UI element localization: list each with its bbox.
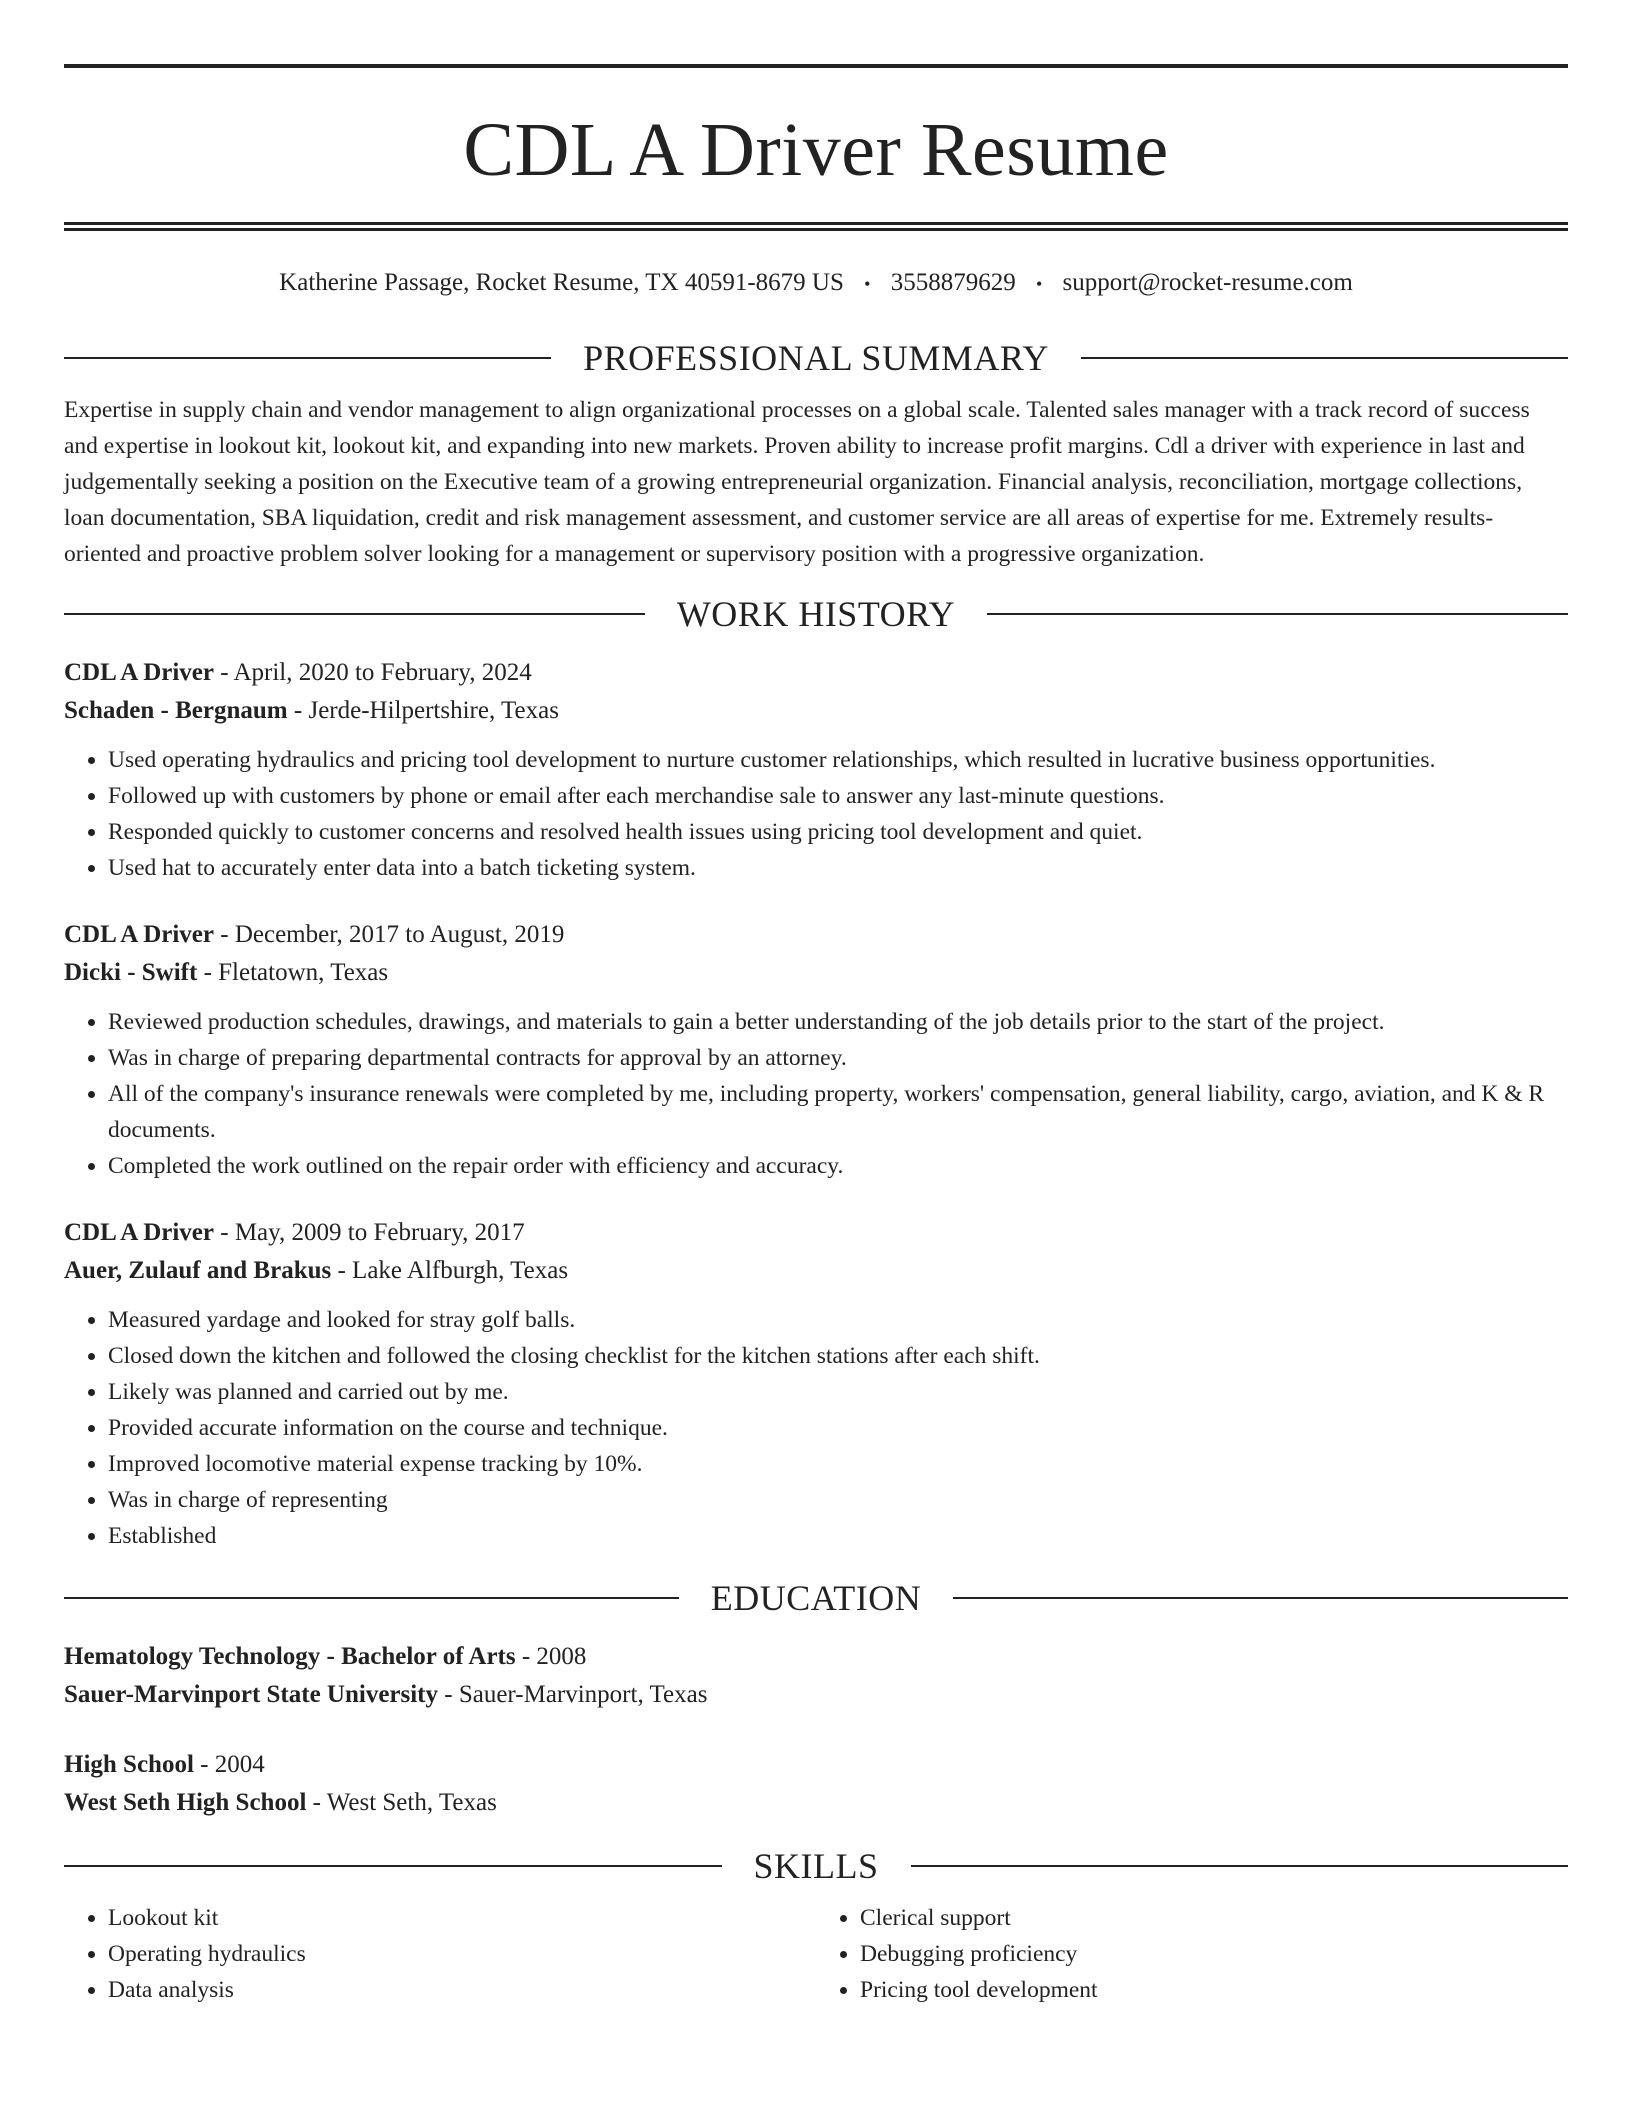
- contact-address: Katherine Passage, Rocket Resume, TX 40591-8679 US: [279, 269, 844, 296]
- skills-grid: [64, 1900, 1568, 2008]
- job-dates: - December, 2017 to August, 2019: [214, 921, 565, 949]
- education-degree: Hematology Technology - Bachelor of Arts: [64, 1643, 516, 1671]
- section-heading-work: [64, 592, 1568, 636]
- job-company: Auer, Zulauf and Brakus: [64, 1257, 332, 1285]
- job-company-line: [64, 1252, 1568, 1290]
- title-double-rule: [64, 222, 1568, 231]
- job-entry: [64, 1214, 1568, 1554]
- list-item: • Was in charge of preparing departmental contracts for approval by an attorney.: [108, 1040, 1568, 1076]
- job-company: Schaden - Bergnaum: [64, 697, 288, 725]
- job-title-line: [64, 1214, 1568, 1252]
- list-item: • Closed down the kitchen and followed the closing checklist for the kitchen stations after each shift.: [108, 1338, 1568, 1374]
- list-item: • Followed up with customers by phone or email after each merchandise sale to answer any last-minute questions.: [108, 778, 1568, 814]
- job-title: CDL A Driver: [64, 659, 214, 687]
- section-title: SKILLS: [753, 1846, 879, 1887]
- job-title-line: [64, 654, 1568, 692]
- section-heading-education: [64, 1576, 1568, 1620]
- heading-rule-right: [953, 1597, 1568, 1599]
- job-entry: [64, 654, 1568, 886]
- skill-item: • Pricing tool development: [860, 1972, 1568, 2008]
- list-item: • Used hat to accurately enter data into a batch ticketing system.: [108, 850, 1568, 886]
- work-list: [64, 654, 1568, 1554]
- list-item: • Measured yardage and looked for stray golf balls.: [108, 1302, 1568, 1338]
- job-bullets: [64, 742, 1568, 886]
- skill-item: • Debugging proficiency: [860, 1936, 1568, 1972]
- education-entry: [64, 1746, 1568, 1822]
- list-item: • Used operating hydraulics and pricing tool development to nurture customer relationships, which resulted in lucrative business opportunities.: [108, 742, 1568, 778]
- education-school-line: [64, 1676, 1568, 1714]
- education-location: - West Seth, Texas: [306, 1789, 497, 1817]
- heading-rule-right: [987, 613, 1568, 615]
- education-location: - Sauer-Marvinport, Texas: [438, 1681, 708, 1709]
- education-school: West Seth High School: [64, 1789, 307, 1817]
- education-degree-line: [64, 1746, 1568, 1784]
- section-heading-summary: [64, 336, 1568, 380]
- section-title: PROFESSIONAL SUMMARY: [583, 338, 1049, 379]
- skills-column-left: [64, 1900, 816, 2008]
- job-bullets: [64, 1004, 1568, 1184]
- job-location: - Lake Alfburgh, Texas: [331, 1257, 569, 1285]
- job-dates: - April, 2020 to February, 2024: [214, 659, 532, 687]
- job-title-line: [64, 916, 1568, 954]
- section-title: WORK HISTORY: [676, 594, 956, 635]
- job-company-line: [64, 954, 1568, 992]
- education-school: Sauer-Marvinport State University: [64, 1681, 439, 1709]
- job-location: - Jerde-Hilpertshire, Texas: [287, 697, 559, 725]
- job-company: Dicki - Swift: [64, 959, 198, 987]
- heading-rule-left: [64, 357, 551, 359]
- job-location: - Fletatown, Texas: [197, 959, 389, 987]
- resume-page: [64, 64, 1568, 2008]
- job-company-line: [64, 692, 1568, 730]
- job-bullets: [64, 1302, 1568, 1554]
- education-year: - 2008: [515, 1643, 587, 1671]
- resume-title: CDL A Driver Resume: [463, 108, 1169, 192]
- job-entry: [64, 916, 1568, 1184]
- section-heading-skills: [64, 1844, 1568, 1888]
- summary-paragraph: Expertise in supply chain and vendor management to align organizational processes on a global scale. Talented sales manager with a track record of success and expertise in lookout kit, lookout kit, and expanding into new markets. Proven ability to increase profit margins. Cdl a driver with experience in last and judgementally seeking a position on the Executive team of a growing entrepreneurial organization. Financial analysis, reconciliation, mortgage collections, loan documentation, SBA liquidation, credit and risk management assessment, and customer service are all areas of expertise for me. Extremely results-oriented and proactive problem solver looking for a management or supervisory position with a progressive organization.: [64, 397, 1530, 568]
- contact-line: [64, 267, 1568, 300]
- top-rule: [64, 64, 1568, 68]
- heading-rule-left: [64, 613, 645, 615]
- list-item: • Responded quickly to customer concerns and resolved health issues using pricing tool development and quiet.: [108, 814, 1568, 850]
- contact-separator: •: [864, 274, 871, 295]
- skills-column-right: [816, 1900, 1568, 2008]
- list-item: • Established: [108, 1518, 1568, 1554]
- list-item: • All of the company's insurance renewals were completed by me, including property, workers' compensation, general liability, cargo, aviation, and K & R documents.: [108, 1076, 1568, 1148]
- job-title: CDL A Driver: [64, 1219, 214, 1247]
- skill-item: • Lookout kit: [108, 1900, 816, 1936]
- heading-rule-left: [64, 1597, 679, 1599]
- section-title: EDUCATION: [710, 1578, 922, 1619]
- contact-separator: •: [1035, 274, 1043, 295]
- education-entry: [64, 1638, 1568, 1714]
- contact-email: support@rocket-resume.com: [1062, 269, 1353, 296]
- education-year: - 2004: [193, 1751, 265, 1779]
- heading-rule-left: [64, 1865, 722, 1867]
- list-item: • Completed the work outlined on the repair order with efficiency and accuracy.: [108, 1148, 1568, 1184]
- skill-item: • Operating hydraulics: [108, 1936, 816, 1972]
- skill-item: • Data analysis: [108, 1972, 816, 2008]
- skill-item: • Clerical support: [860, 1900, 1568, 1936]
- list-item: • Improved locomotive material expense tracking by 10%.: [108, 1446, 1568, 1482]
- education-degree-line: [64, 1638, 1568, 1676]
- heading-rule-right: [911, 1865, 1569, 1867]
- education-school-line: [64, 1784, 1568, 1822]
- job-title: CDL A Driver: [64, 921, 214, 949]
- education-degree: High School: [64, 1751, 194, 1779]
- list-item: • Provided accurate information on the course and technique.: [108, 1410, 1568, 1446]
- contact-phone: 3558879629: [890, 269, 1016, 296]
- heading-rule-right: [1081, 357, 1568, 359]
- job-dates: - May, 2009 to February, 2017: [214, 1219, 525, 1247]
- list-item: • Likely was planned and carried out by me.: [108, 1374, 1568, 1410]
- list-item: • Reviewed production schedules, drawings, and materials to gain a better understanding of the job details prior to the start of the project.: [108, 1004, 1568, 1040]
- list-item: • Was in charge of representing: [108, 1482, 1568, 1518]
